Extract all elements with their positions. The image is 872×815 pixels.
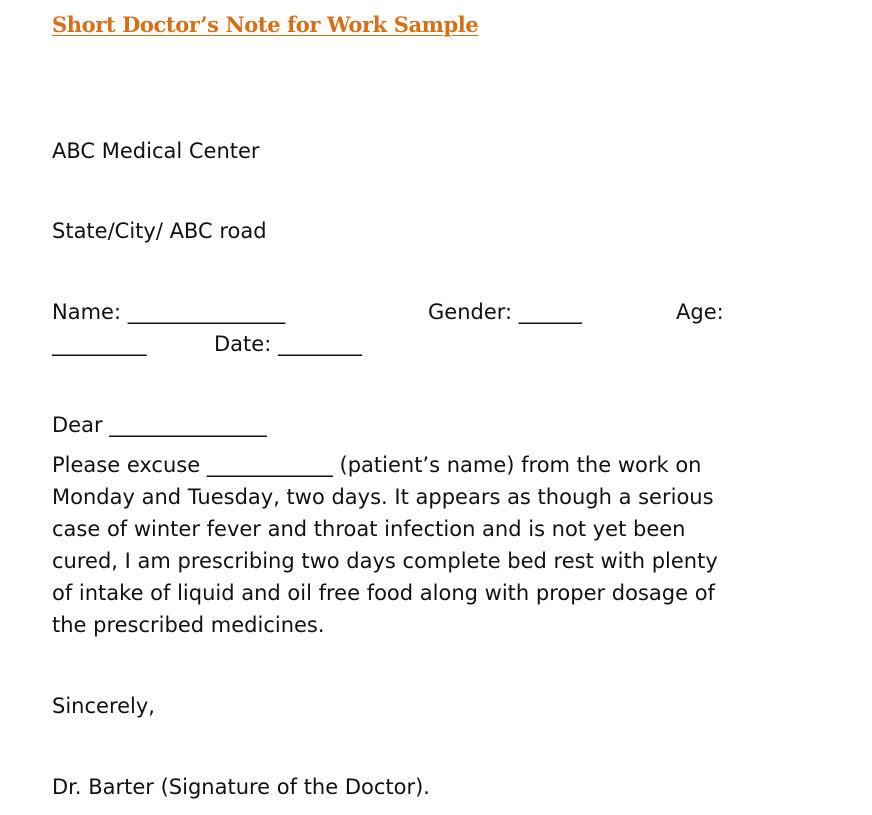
closing: Sincerely, [52,694,155,718]
medical-center-name: ABC Medical Center [52,139,260,163]
signature-line: Dr. Barter (Signature of the Doctor). [52,775,430,799]
age-blank: _________ [52,332,147,356]
document-title: Short Doctor’s Note for Work Sample [52,12,479,37]
date-field: Date: ________ [214,332,362,356]
age-label: Age: [676,300,724,324]
address-line: State/City/ ABC road [52,219,267,243]
letter-body [52,449,822,641]
body-line: case of winter fever and throat infection and is not yet been [52,517,686,541]
salutation: Dear _______________ [52,413,267,437]
body-line: Please excuse ____________ (patient’s name) from the work on [52,453,702,477]
gender-field: Gender: ______ [428,300,582,324]
name-field: Name: _______________ [52,300,286,324]
body-line: of intake of liquid and oil free food along with proper dosage of [52,581,715,605]
body-line: Monday and Tuesday, two days. It appears as though a serious [52,485,714,509]
body-line: the prescribed medicines. [52,613,325,637]
body-line: cured, I am prescribing two days complete bed rest with plenty [52,549,718,573]
